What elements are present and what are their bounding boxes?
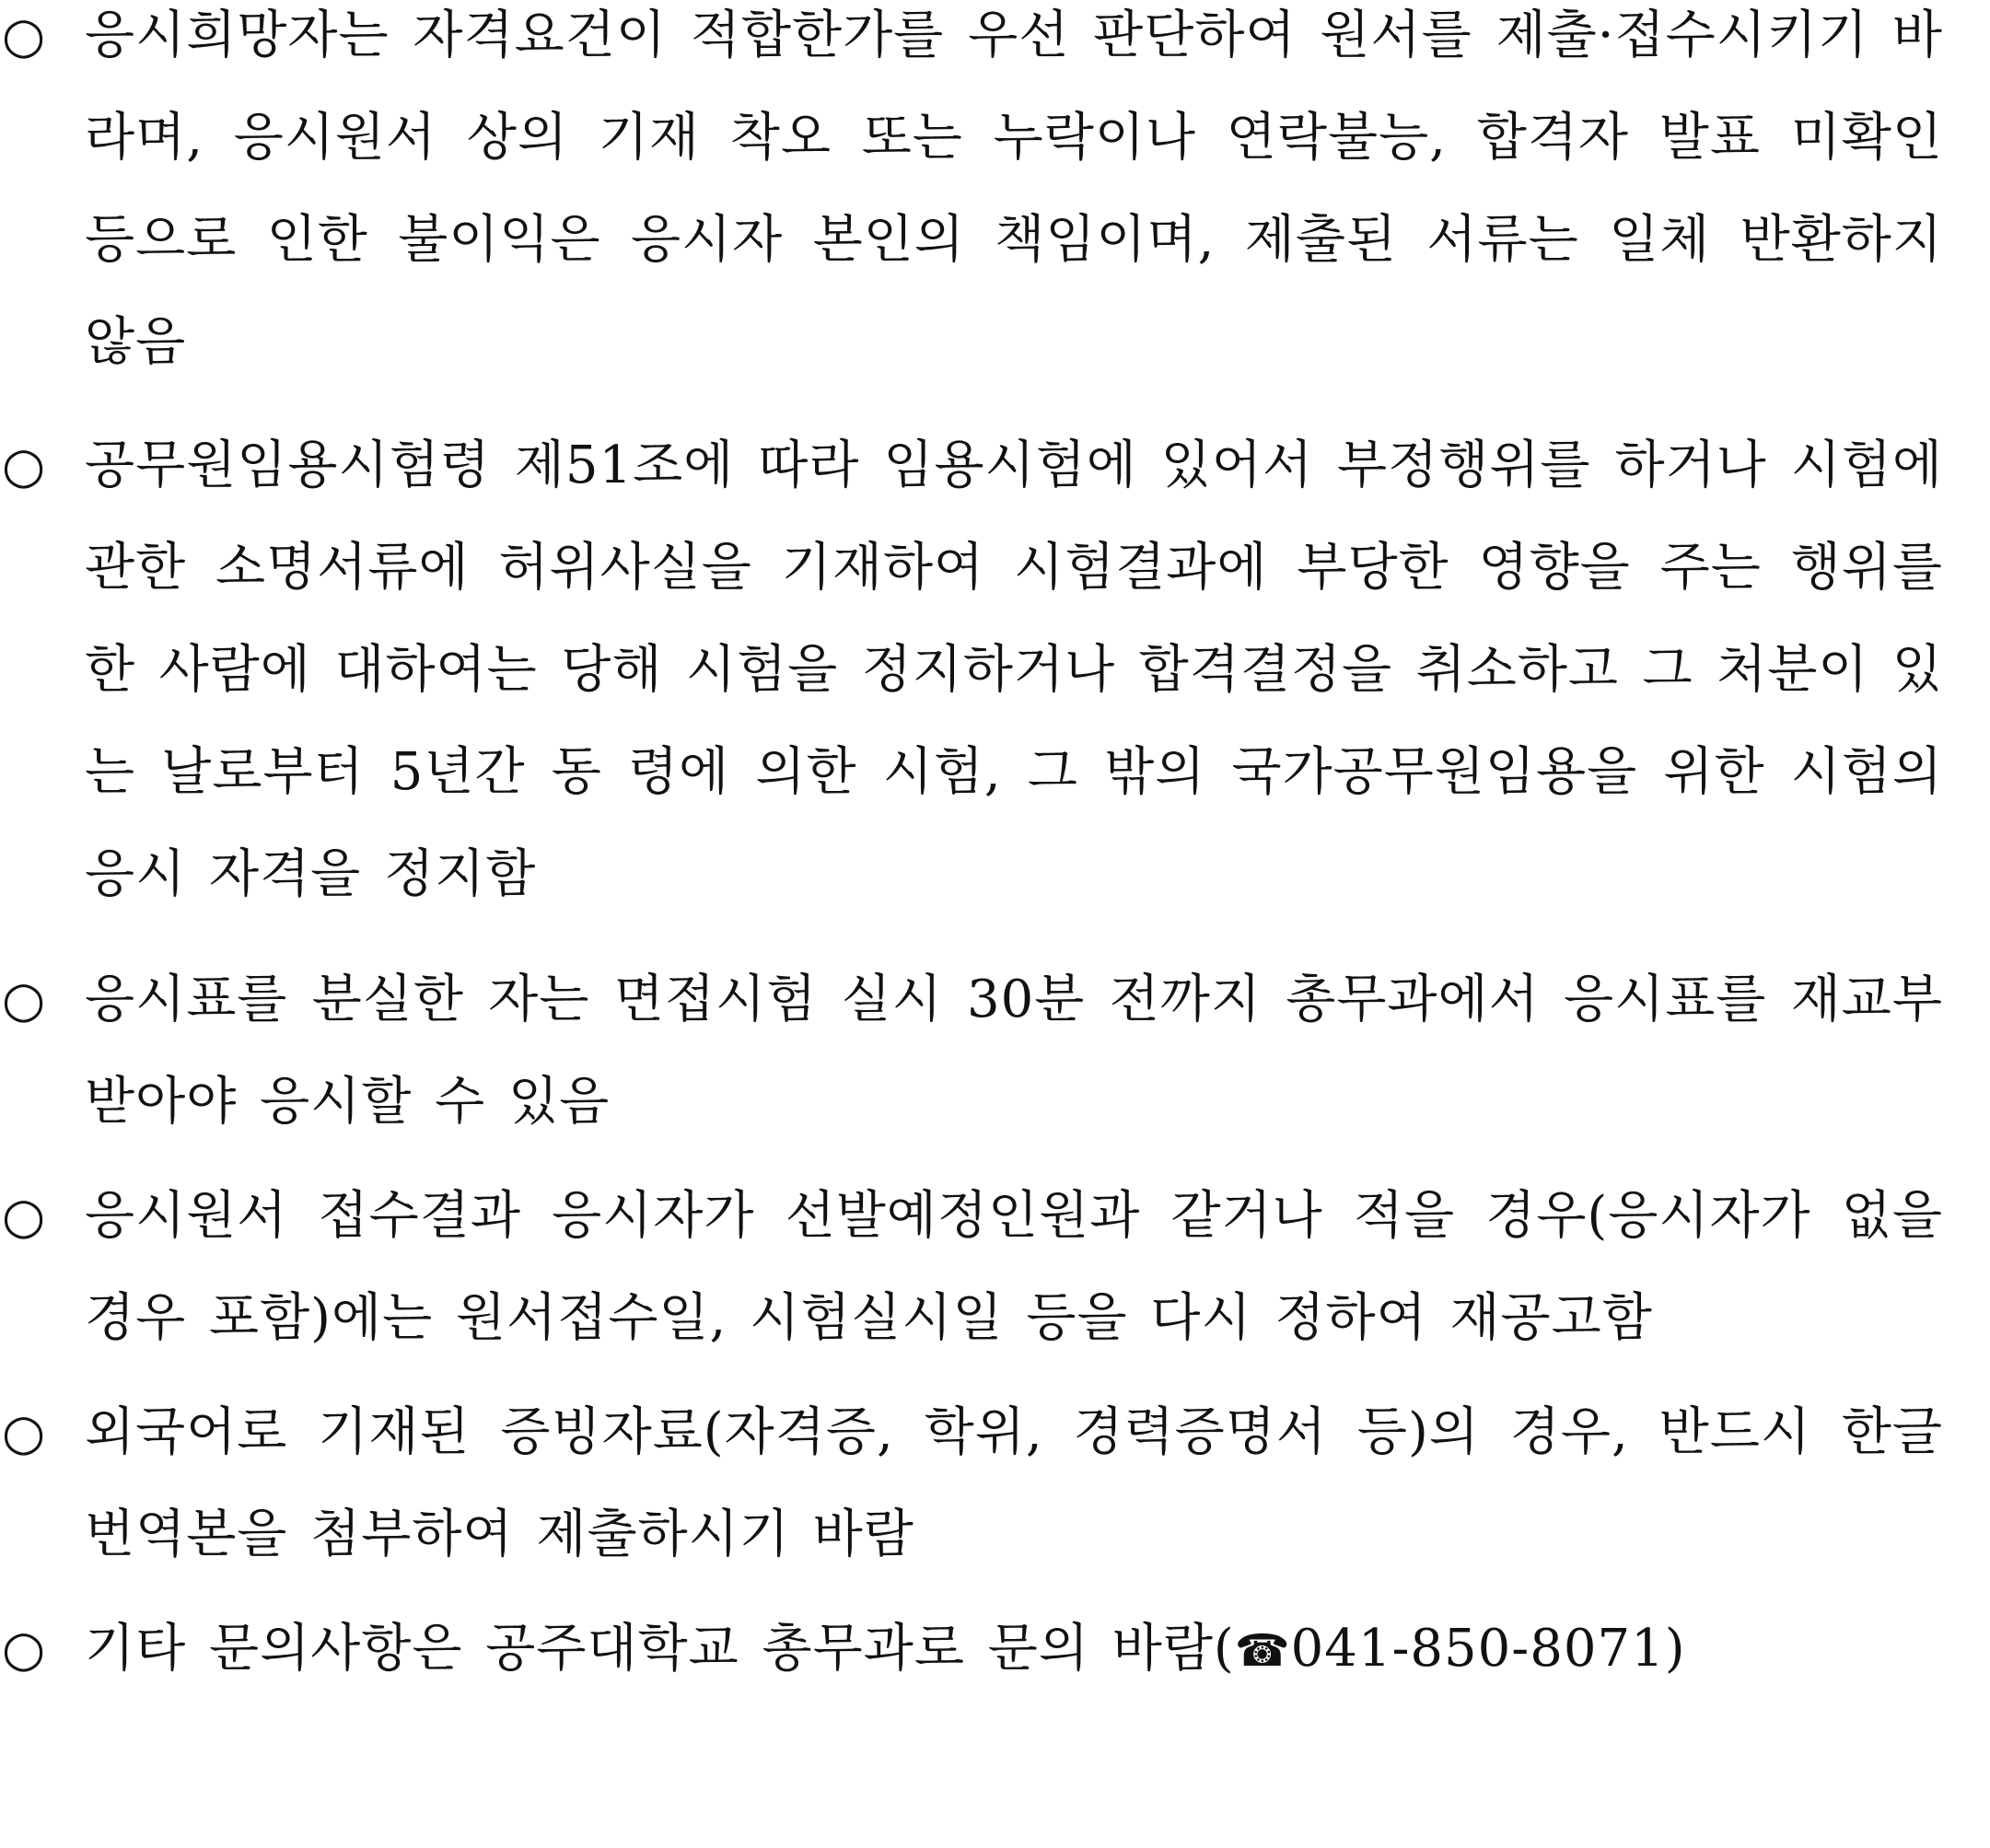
notice-item xyxy=(0,1598,1943,1703)
notice-text: 응시원서 접수결과 응시자가 선발예정인원과 같거나 적을 경우(응시자가 없을 경우 포함)에는 원서접수일, 시험실시일 등을 다시 정하여 재공고함 xyxy=(85,1186,1943,1348)
phone-icon: ☎ xyxy=(1234,1625,1291,1677)
bullet-circle: ○ xyxy=(2,436,47,494)
notice-item xyxy=(0,414,1943,925)
bullet-circle: ○ xyxy=(2,1403,47,1461)
bullet-circle: ○ xyxy=(2,1187,47,1245)
notice-item xyxy=(0,1165,1943,1369)
closing-paren: ) xyxy=(1664,1619,1686,1679)
bullet-circle: ○ xyxy=(2,6,47,64)
notice-text: 외국어로 기재된 증빙자료(자격증, 학위, 경력증명서 등)의 경우, 반드시 한글 번역본을 첨부하여 제출하시기 바람 xyxy=(85,1402,1943,1564)
notice-text: 공무원임용시험령 제51조에 따라 임용시험에 있어서 부정행위를 하거나 시험에 관한 소명서류에 허위사실을 기재하여 시험결과에 부당한 영향을 주는 행위를 한 사람에 대하여는 당해 시험을 정지하거나 합격결정을 취소하고 그 처분이 있는 날로부터 5년간 동 령에 의한 시험, 그 밖의 국가공무원임용을 위한 시험의 응시 자격을 정지함 xyxy=(85,436,1943,904)
notice-item xyxy=(0,1381,1943,1586)
bullet-circle: ○ xyxy=(2,1620,47,1678)
notice-text: 응시표를 분실한 자는 면접시험 실시 30분 전까지 총무과에서 응시표를 재교부 받아야 응시할 수 있음 xyxy=(85,970,1943,1132)
notice-text: 기타 문의사항은 공주대학교 총무과로 문의 바람( xyxy=(85,1619,1235,1679)
bullet-circle: ○ xyxy=(2,970,47,1029)
notice-text: 응시희망자는 자격요건이 적합한가를 우선 판단하여 원서를 제출·접수시키기 바라며, 응시원서 상의 기재 착오 또는 누락이나 연락불능, 합격자 발표 미확인 등으로 인한 불이익은 응시자 본인의 책임이며, 제출된 서류는 일체 반환하지 않음 xyxy=(85,6,1943,372)
notice-item xyxy=(0,948,1943,1153)
phone-number: 041-850-8071 xyxy=(1290,1619,1665,1679)
notice-item xyxy=(0,0,1943,393)
